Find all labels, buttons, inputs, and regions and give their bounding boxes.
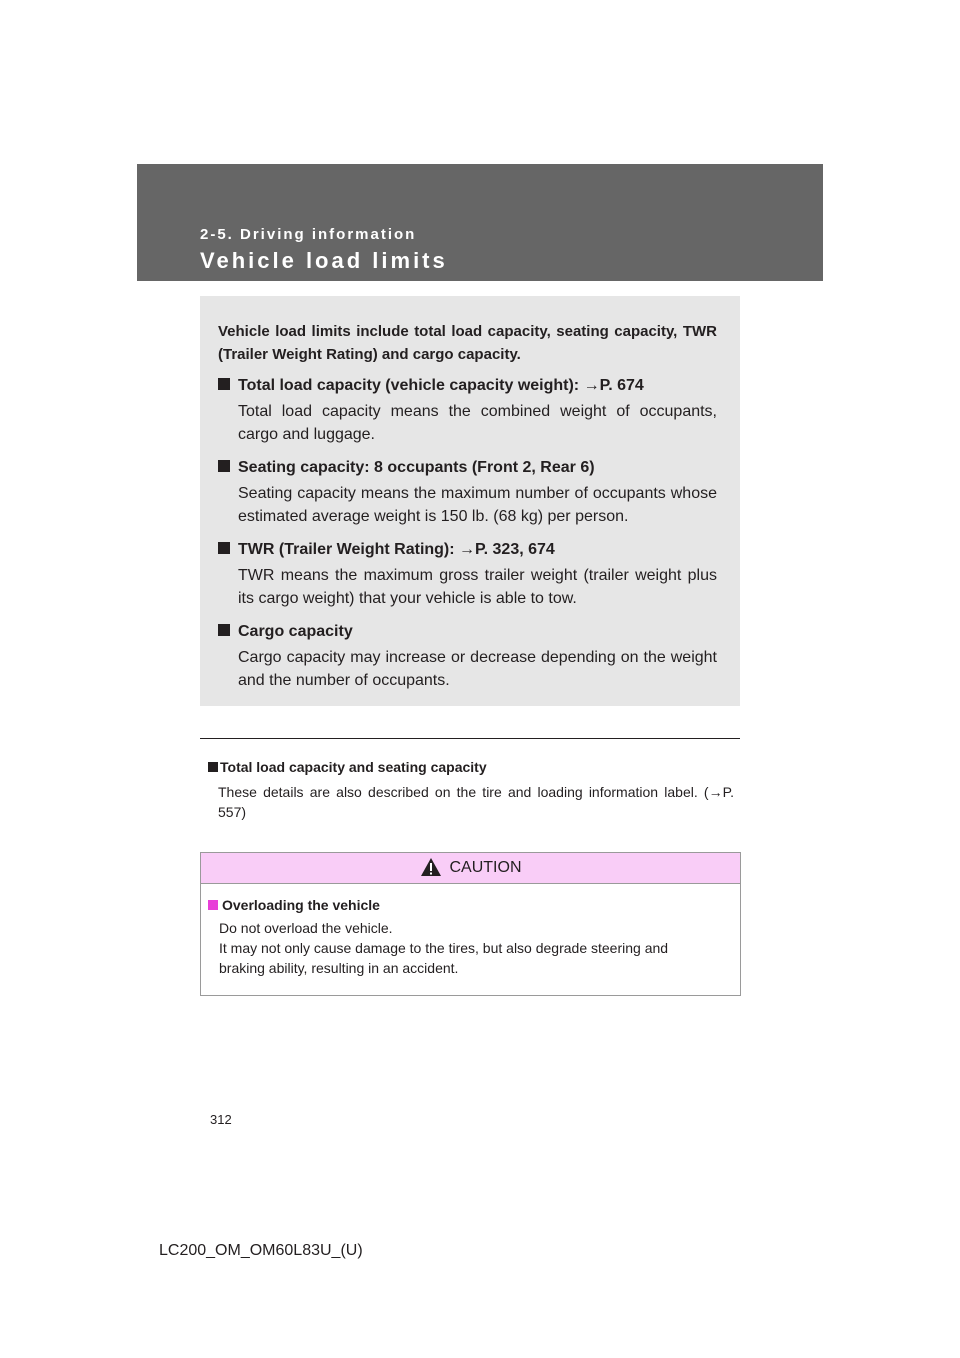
square-bullet-icon xyxy=(218,378,230,390)
item-heading-text: Seating capacity: 8 occupants (Front 2, Rear 6) xyxy=(238,459,595,476)
summary-item-seating-capacity xyxy=(218,456,717,528)
summary-item-total-load xyxy=(218,374,717,446)
caution-content xyxy=(201,884,740,978)
page-number: 312 xyxy=(210,1112,232,1127)
note-heading xyxy=(208,758,734,776)
square-bullet-icon xyxy=(208,762,218,772)
note-section xyxy=(208,758,734,822)
item-body: Cargo capacity may increase or decrease depending on the weight and the number of occupants. xyxy=(238,649,717,689)
chapter-header xyxy=(137,164,823,281)
item-heading-text: Total load capacity (vehicle capacity weight): →P. 674 xyxy=(238,377,644,394)
item-body: TWR means the maximum gross trailer weight (trailer weight plus its cargo weight) that your vehicle is able to tow. xyxy=(238,567,717,607)
summary-item-twr xyxy=(218,538,717,610)
square-bullet-icon xyxy=(208,900,218,910)
item-heading xyxy=(218,538,717,561)
warning-triangle-icon xyxy=(420,857,442,877)
item-heading xyxy=(218,456,717,479)
footer-code: LC200_OM_OM60L83U_(U) xyxy=(159,1242,363,1259)
caution-label: CAUTION xyxy=(449,859,522,876)
summary-intro: Vehicle load limits include total load capacity, seating capacity, TWR (Trailer Weight Rating) and cargo capacity. xyxy=(218,323,717,363)
caution-body xyxy=(219,918,734,978)
item-heading xyxy=(218,374,717,397)
summary-box xyxy=(200,296,740,706)
caution-header xyxy=(201,853,740,884)
square-bullet-icon xyxy=(218,542,230,554)
section-divider xyxy=(200,738,740,739)
caution-line: It may not only cause damage to the tires, but also degrade steering and xyxy=(219,940,669,956)
caution-line: braking ability, resulting in an accident. xyxy=(219,960,459,976)
note-body: These details are also described on the tire and loading information label. (→P. 557) xyxy=(218,784,734,820)
square-bullet-icon xyxy=(218,460,230,472)
item-heading xyxy=(218,620,717,643)
item-heading-text: TWR (Trailer Weight Rating): →P. 323, 674 xyxy=(238,541,555,558)
section-label: 2-5. Driving information xyxy=(200,226,417,243)
item-heading-text: Cargo capacity xyxy=(238,623,353,640)
item-body: Total load capacity means the combined weight of occupants, cargo and luggage. xyxy=(238,403,717,443)
item-body: Seating capacity means the maximum number of occupants whose estimated average weight is 150 lb. (68 kg) per person. xyxy=(238,485,717,525)
summary-item-cargo-capacity xyxy=(218,620,717,692)
caution-line: Do not overload the vehicle. xyxy=(219,920,393,936)
caution-box xyxy=(200,852,741,996)
caution-heading xyxy=(208,896,734,914)
page-title: Vehicle load limits xyxy=(200,248,448,273)
square-bullet-icon xyxy=(218,624,230,636)
note-heading-text: Total load capacity and seating capacity xyxy=(220,759,487,775)
caution-heading-text: Overloading the vehicle xyxy=(222,897,380,913)
